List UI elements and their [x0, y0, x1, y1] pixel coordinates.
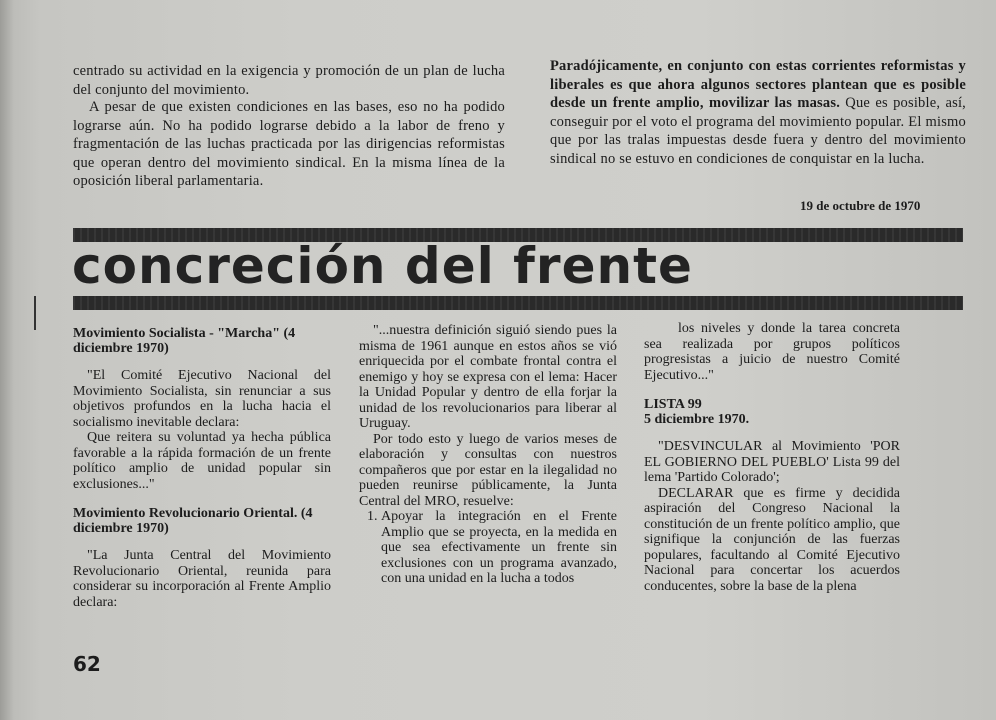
resolution-list — [359, 509, 617, 587]
date-signoff: 19 de octubre de 1970 — [800, 198, 921, 213]
column-2 — [359, 323, 617, 587]
top-right-regular-text: Que es posible, así, conseguir por el voto el programa del movimiento popular. El mismo que por las tralas impuestas desde fuera y dentro del movimiento sindical no se estuvo en condiciones de conquistar en la lucha. — [550, 95, 966, 167]
column-3-paragraph-2: "DESVINCULAR al Movimiento 'POR EL GOBIERNO DEL PUEBLO' Lista 99 del lema 'Partido Colorado'; — [644, 439, 900, 485]
column-2-paragraph-1: "...nuestra definición siguió siendo pues la misma de 1961 aunque en estos años se vió enriquecida por el combate frontal contra el enemigo y hoy se expresa con el lema: Hacer la Unidad Popular y dentro de ella forjar la unidad de los revolucionarios para liberar al Uruguay. — [359, 323, 617, 431]
page-number: 62 — [73, 652, 101, 676]
top-right-paragraph — [550, 57, 966, 169]
margin-mark — [34, 296, 36, 330]
column-2-paragraph-2: Por todo esto y luego de varios meses de elaboración y consultas con nuestros compañeros que por estar en la ilegalidad no pueden reunirse públicamente, la Junta Central del MRO, resuelve: — [359, 431, 617, 509]
resolution-item-1: 1. Apoyar la integración en el Frente Amplio que se proyecta, en la medida en que sea efectivamente un frente sin exclusiones con un programa avanzado, con una unidad en la lucha a todos — [381, 509, 617, 587]
column-3-paragraph-3: DECLARAR que es firme y decidida aspiración del Congreso Nacional la constitución de un frente político amplio, que signifique la conjunción de las fuerzas populares, facultando al Comité Ejecutivo Nacional para concertar los acuerdos conducentes, sobre la base de la plena — [644, 485, 900, 594]
top-left-paragraph-2: A pesar de que existen condiciones en las bases, eso no ha podido lograrse aún. No ha podido lograrse debido a la labor de freno y fragmentación de las luchas practicada por las dirigencias reformistas que operan dentro del movimiento sindical. En la misma línea de la oposición liberal parlamentaria. — [73, 99, 505, 190]
column-1-quote-1b: Que reitera su voluntad ya hecha pública favorable a la rápida formación de un frente político amplio de unidad popular sin exclusiones..." — [73, 430, 331, 492]
column-1-quote-1a: "El Comité Ejecutivo Nacional del Movimiento Socialista, sin renunciar a sus objetivos profundos en la lucha hacia el socialismo inevitable declara: — [73, 368, 331, 430]
section-headline: concreción del frente — [72, 237, 693, 295]
column-3-paragraph-1: los niveles y donde la tarea concreta sea realizada por grupos políticos progresistas a juicio de nuestro Comité Ejecutivo..." — [644, 321, 900, 383]
column-1-heading-2: Movimiento Revolucionario Oriental. (4 diciembre 1970) — [73, 506, 313, 536]
column-1-quote-2: "La Junta Central del Movimiento Revolucionario Oriental, reunida para considerar su incorporación al Frente Amplio declara: — [73, 548, 331, 610]
top-left-paragraph-1: centrado su actividad en la exigencia y promoción de un plan de lucha del conjunto del movimiento. — [73, 63, 505, 98]
column-3-heading: LISTA 99 5 diciembre 1970. — [644, 397, 750, 427]
top-right-bold-text: Paradójicamente, en conjunto con estas corrientes reformistas y liberales es que ahora algunos sectores plantean que es posible desde un frente amplio, movilizar las masas. — [550, 58, 966, 112]
column-3 — [644, 321, 900, 594]
headline-bottom-rule — [73, 296, 963, 310]
column-1-heading-1: Movimiento Socialista - "Marcha" (4 diciembre 1970) — [73, 326, 296, 356]
binding-edge — [0, 0, 14, 720]
column-1 — [73, 326, 331, 610]
